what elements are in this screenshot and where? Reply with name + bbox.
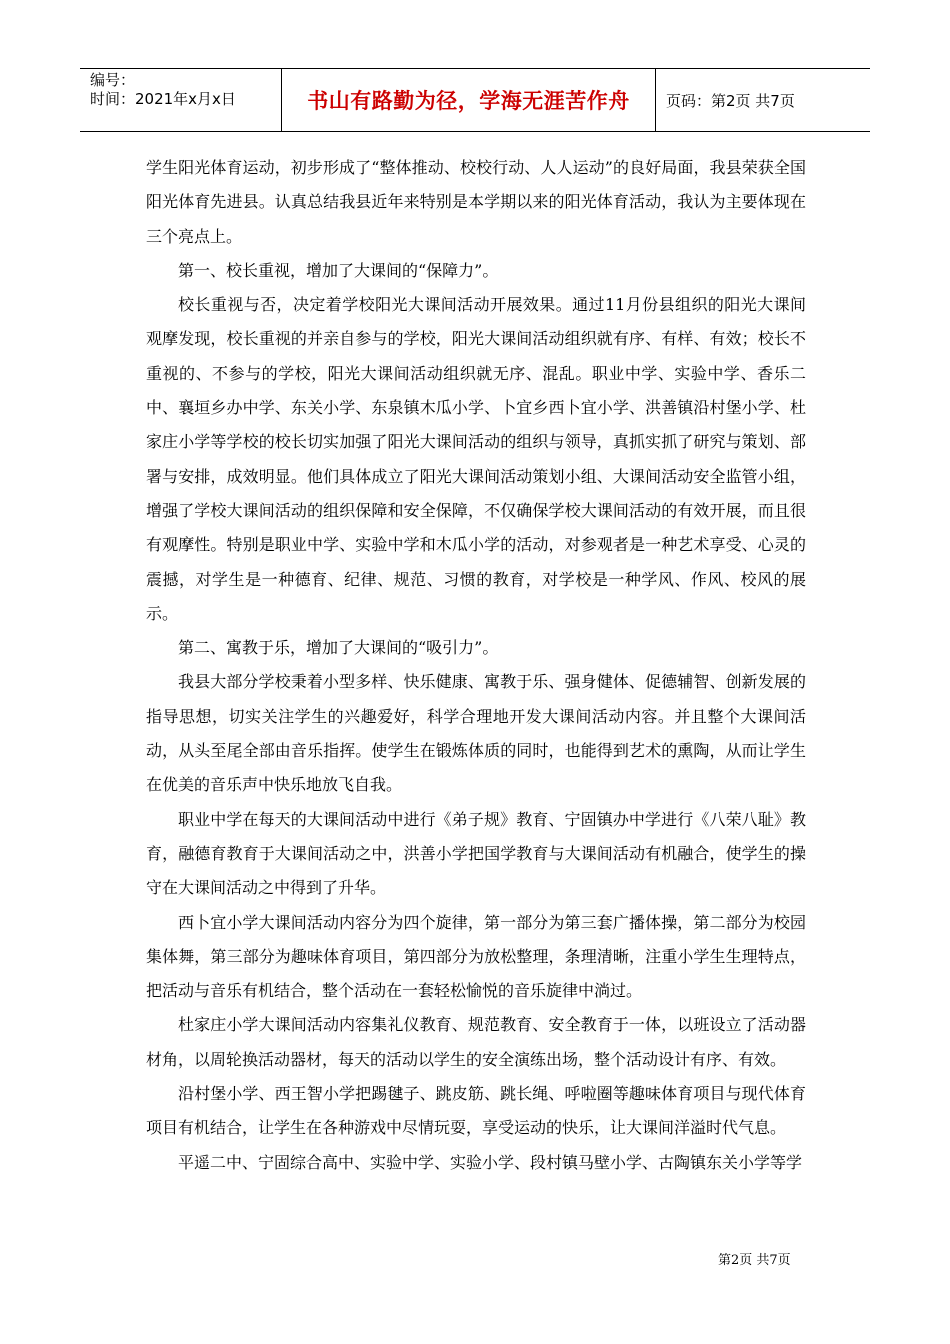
- document-number-label: 编号：: [90, 71, 136, 89]
- paragraph: 职业中学在每天的大课间活动中进行《弟子规》教育、宁固镇办中学进行《八荣八耻》教育，融德育教育于大课间活动之中，洪善小学把国学教育与大课间活动有机融合，使学生的操守在大课间活动之中得到了升华。: [146, 809, 806, 898]
- paragraph: 我县大部分学校秉着小型多样、快乐健康、寓教于乐、强身健体、促德辅智、创新发展的指导思想，切实关注学生的兴趣爱好，科学合理地开发大课间活动内容。并且整个大课间活动，从头至尾全部由音乐指挥。使学生在锻炼体质的同时，也能得到艺术的熏陶，从而让学生在优美的音乐声中快乐地放飞自我。: [146, 672, 806, 795]
- header-meta: [80, 69, 282, 131]
- paragraph-continuation: 学生阳光体育运动，初步形成了“整体推动、校校行动、人人运动”的良好局面，我县荣获全国阳光体育先进县。认真总结我县近年来特别是本学期以来的阳光体育活动，我认为主要体现在三个亮点上。: [146, 158, 806, 246]
- page-footer: 第2页 共7页: [718, 1253, 791, 1268]
- document-body: [146, 151, 806, 1180]
- header-page-number: 页码：第2页 共7页: [666, 91, 795, 110]
- page-header: [80, 68, 870, 132]
- paragraph: 沿村堡小学、西王智小学把踢毽子、跳皮筋、跳长绳、呼啦圈等趣味体育项目与现代体育项目有机结合，让学生在各种游戏中尽情玩耍，享受运动的快乐，让大课间洋溢时代气息。: [146, 1084, 806, 1138]
- document-time-label: 时间：2021年x月x日: [90, 90, 236, 108]
- paragraph: 杜家庄小学大课间活动内容集礼仪教育、规范教育、安全教育于一体，以班设立了活动器材角，以周轮换活动器材，每天的活动以学生的安全演练出场，整个活动设计有序、有效。: [146, 1015, 806, 1069]
- paragraph: 校长重视与否，决定着学校阳光大课间活动开展效果。通过11月份县组织的阳光大课间观摩发现，校长重视的并亲自参与的学校，阳光大课间活动组织就有序、有样、有效；校长不重视的、不参与的学校，阳光大课间活动组织就无序、混乱。职业中学、实验中学、香乐二中、襄垣乡办中学、东关小学、东泉镇木瓜小学、卜宜乡西卜宜小学、洪善镇沿村堡小学、杜家庄小学等学校的校长切实加强了阳光大课间活动的组织与领导，真抓实抓了研究与策划、部署与安排，成效明显。他们具体成立了阳光大课间活动策划小组、大课间活动安全监管小组，增强了学校大课间活动的组织保障和安全保障，不仅确保学校大课间活动的有效开展，而且很有观摩性。特别是职业中学、实验中学和木瓜小学的活动，对参观者是一种艺术享受、心灵的震撼，对学生是一种德育、纪律、规范、习惯的教育，对学校是一种学风、作风、校风的展示。: [146, 295, 806, 623]
- paragraph: 平遥二中、宁固综合高中、实验中学、实验小学、段村镇马壁小学、古陶镇东关小学等学: [178, 1152, 803, 1172]
- header-motto: 书山有路勤为径，学海无涯苦作舟: [282, 69, 656, 131]
- section-heading-2: 第二、寓教于乐，增加了大课间的“吸引力”。: [178, 638, 499, 658]
- section-heading-1: 第一、校长重视，增加了大课间的“保障力”。: [178, 260, 499, 280]
- paragraph: 西卜宜小学大课间活动内容分为四个旋律，第一部分为第三套广播体操，第二部分为校园集体舞，第三部分为趣味体育项目，第四部分为放松整理，条理清晰，注重小学生生理特点，把活动与音乐有机结合，整个活动在一套轻松愉悦的音乐旋律中淌过。: [146, 912, 806, 1001]
